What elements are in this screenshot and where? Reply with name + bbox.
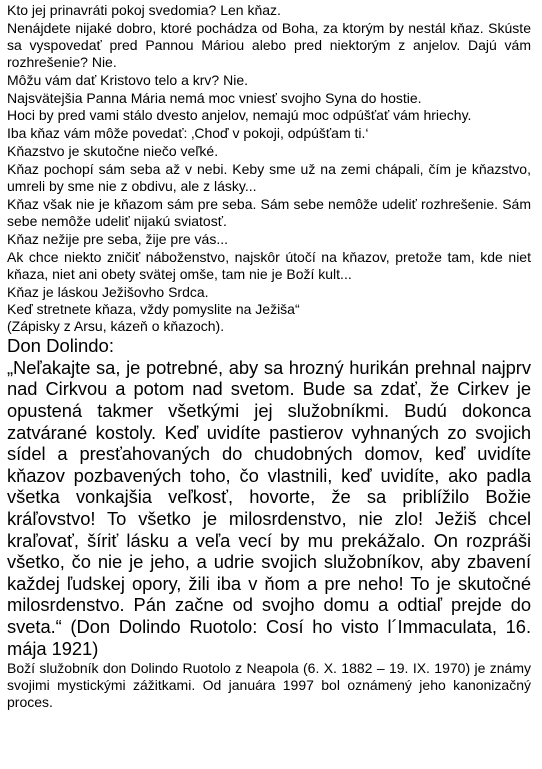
paragraph-two-hundred-angels: Hoci by pred vami stálo dvesto anjelov, nemajú moc odpúšťať vám hriechy. [7, 107, 472, 124]
document-body [7, 2, 531, 711]
paragraph-priesthood-great: Kňazstvo je skutočne niečo veľké. [7, 143, 219, 160]
paragraph-understand-in-heaven: Kňaz pochopí sám seba až v nebi. Keby sme už na zemi chápali, čím je kňazstvo, umreli by sme nie z obdivu, ale z lásky... [7, 161, 531, 195]
paragraph-virgin-mary: Najsvätejšia Panna Mária nemá moc vniesť svojho Syna do hostie. [7, 89, 422, 106]
quote-don-dolindo: „Neľakajte sa, je potrebné, aby sa hrozný hurikán prehnal najprv nad Cirkvou a potom nad svetom. Bude sa zdať, že Cirkev je opustená takmer všetkými jej služobníkmi. Budú dokonca zatvárané kostoly. Keď uvidíte pastierov vyhnaných zo svojich sídel a presťahovaných do chudobných domov, keď uvidíte kňazov pozbavených toho, čo vlastnili, keď uvidíte, ako padla všetka vonkajšia veľkosť, hovorte, že sa priblížilo Božie kráľovstvo! To všetko je milosrdenstvo, nie zlo! Ježiš chcel kraľovať, šíriť lásku a veľa vecí by mu prekážalo. On rozpráši všetko, čo nie je jeho, a udrie svojich služobníkov, aby zbavení každej ľudskej opory, žili iba v ňom a pre neho! To je skutočné milosrdenstvo. Pán začne od svojho domu a odtiaľ prejde do sveta.“ (Don Dolindo Ruotolo: Cosí ho visto l´Immaculata, 16. mája 1921) [7, 356, 531, 659]
section-heading-don-dolindo: Don Dolindo: [7, 335, 114, 357]
paragraph-no-good-without-priest: Nenájdete nijaké dobro, ktoré pochádza od Boha, za ktorým by nestál kňaz. Skúste sa vyspovedať pred Pannou Máriou alebo pred niektorým z anjelov. Dajú vám rozhrešenie? Nie. [7, 19, 531, 70]
paragraph-love-of-heart: Kňaz je láskou Ježišovho Srdca. [7, 283, 209, 300]
paragraph-not-for-himself: Kňaz však nie je kňazom sám pre seba. Sám sebe nemôže udeliť rozhrešenie. Sám sebe nemôže udeliť nijakú sviatosť. [7, 195, 531, 229]
paragraph-confession: Kto jej prinavráti pokoj svedomia? Len kňaz. [7, 2, 281, 18]
paragraph-think-of-jesus: Keď stretnete kňaza, vždy pomyslite na Ježiša“ [7, 301, 300, 318]
paragraph-go-in-peace: Iba kňaz vám môže povedať: ‚Choď v pokoji, odpúšťam ti.‘ [7, 125, 369, 142]
paragraph-destroy-religion: Ak chce niekto zničiť náboženstvo, najskôr útočí na kňazov, pretože tam, kde niet kňaza, niet ani obety svätej omše, tam nie je Boží kult... [7, 248, 531, 282]
footer-note: Boží služobník don Dolindo Ruotolo z Neapola (6. X. 1882 – 19. IX. 1970) je známy svojimi mystickými zážitkami. Od januára 1997 bol oznámený jeho kanonizačný proces. [7, 660, 531, 710]
paragraph-lives-for-you: Kňaz nežije pre seba, žije pre vás... [7, 230, 229, 247]
citation-ars: (Zápisky z Arsu, kázeň o kňazoch). [7, 318, 225, 335]
paragraph-body-and-blood: Môžu vám dať Kristovo telo a krv? Nie. [7, 71, 249, 88]
